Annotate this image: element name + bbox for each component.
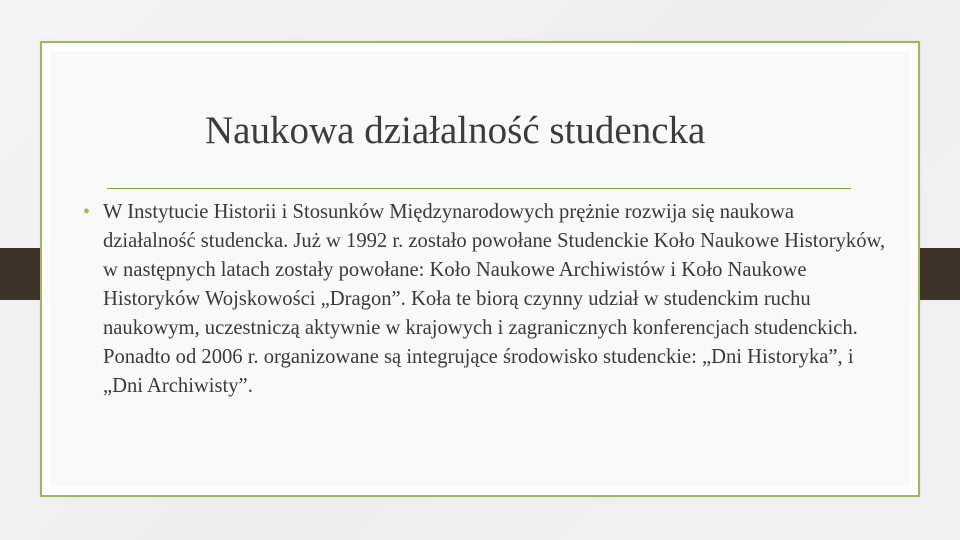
bullet-item: [83, 198, 888, 401]
slide-body: [83, 198, 888, 401]
title-divider: [107, 188, 851, 189]
slide-title: Naukowa działalność studencka: [205, 109, 706, 152]
left-decorative-bar: [0, 248, 40, 300]
bullet-text: W Instytucie Historii i Stosunków Międzynarodowych prężnie rozwija się naukowa działalność studencka. Już w 1992 r. zostało powołane Studenckie Koło Naukowe Historyków, w następnych latach zostały powołane: Koło Naukowe Archiwistów i Koło Naukowe Historyków Wojskowości „Dragon”. Koła te biorą czynny udział w studenckim ruchu naukowym, uczestniczą aktywnie w krajowych i zagranicznych konferencjach studenckich. Ponadto od 2006 r. organizowane są integrujące środowisko studenckie: „Dni Historyka”, i „Dni Archiwisty”.: [103, 201, 886, 397]
bullet-point-icon: •: [83, 201, 91, 223]
